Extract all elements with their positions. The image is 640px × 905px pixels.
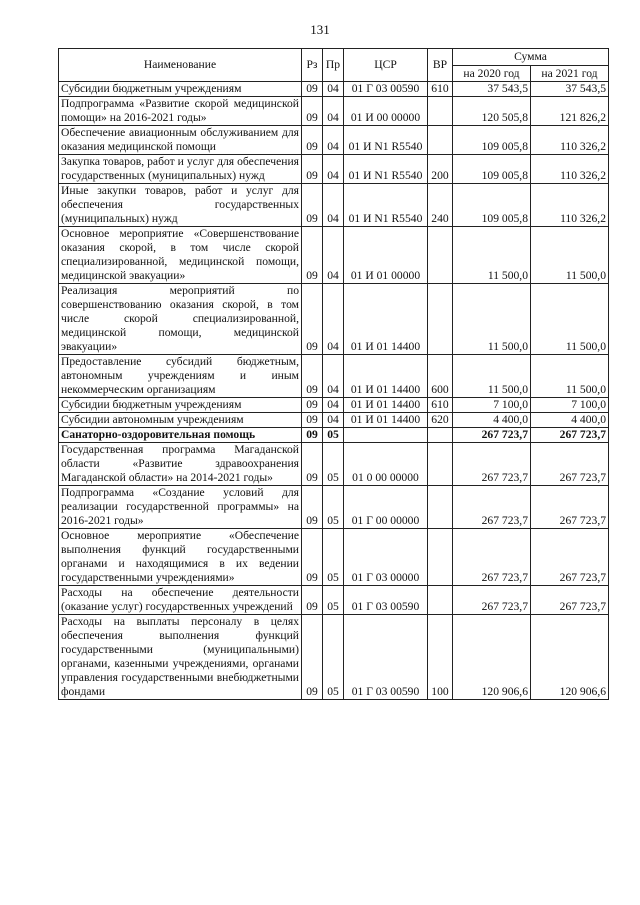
row-name: Государственная программа Магаданской области «Развитие здравоохранения Магаданской области» на 2014-2021 годы» xyxy=(59,443,302,486)
row-csr: 01 И 01 14400 xyxy=(344,355,428,398)
row-sum-2021: 11 500,0 xyxy=(531,355,609,398)
row-sum-2020: 267 723,7 xyxy=(453,586,531,615)
table-row xyxy=(59,443,609,486)
row-sum-2021: 110 326,2 xyxy=(531,126,609,155)
row-name: Субсидии бюджетным учреждениям xyxy=(59,398,302,413)
col-header-2020: на 2020 год xyxy=(453,66,531,82)
row-rz: 09 xyxy=(302,428,323,443)
row-vr xyxy=(428,443,453,486)
row-csr: 01 Г 03 00590 xyxy=(344,82,428,97)
row-rz: 09 xyxy=(302,184,323,227)
col-header-sum: Сумма xyxy=(453,49,609,66)
row-sum-2020: 109 005,8 xyxy=(453,155,531,184)
row-csr: 01 Г 03 00590 xyxy=(344,586,428,615)
row-sum-2020: 120 505,8 xyxy=(453,97,531,126)
row-sum-2021: 267 723,7 xyxy=(531,443,609,486)
row-sum-2021: 37 543,5 xyxy=(531,82,609,97)
row-pr: 04 xyxy=(323,97,344,126)
row-csr: 01 И 00 00000 xyxy=(344,97,428,126)
row-vr xyxy=(428,486,453,529)
row-pr: 04 xyxy=(323,227,344,284)
table-row xyxy=(59,486,609,529)
row-pr: 05 xyxy=(323,486,344,529)
row-rz: 09 xyxy=(302,284,323,355)
row-pr: 05 xyxy=(323,586,344,615)
row-rz: 09 xyxy=(302,413,323,428)
row-name: Субсидии бюджетным учреждениям xyxy=(59,82,302,97)
table-row xyxy=(59,227,609,284)
row-csr: 01 И N1 R5540 xyxy=(344,126,428,155)
row-vr: 620 xyxy=(428,413,453,428)
row-csr xyxy=(344,428,428,443)
row-sum-2021: 7 100,0 xyxy=(531,398,609,413)
table-row xyxy=(59,586,609,615)
row-vr: 610 xyxy=(428,82,453,97)
row-csr: 01 И 01 14400 xyxy=(344,398,428,413)
row-pr: 04 xyxy=(323,155,344,184)
table-row xyxy=(59,97,609,126)
table-row xyxy=(59,155,609,184)
row-vr: 240 xyxy=(428,184,453,227)
row-sum-2021: 110 326,2 xyxy=(531,155,609,184)
row-rz: 09 xyxy=(302,355,323,398)
row-name: Основное мероприятие «Совершенствование оказания скорой, в том числе скорой специализированной, медицинской помощи, медицинской эвакуации» xyxy=(59,227,302,284)
row-sum-2021: 267 723,7 xyxy=(531,529,609,586)
row-csr: 01 0 00 00000 xyxy=(344,443,428,486)
row-sum-2020: 120 906,6 xyxy=(453,615,531,700)
row-rz: 09 xyxy=(302,155,323,184)
row-sum-2020: 267 723,7 xyxy=(453,486,531,529)
table-row xyxy=(59,529,609,586)
row-rz: 09 xyxy=(302,529,323,586)
row-sum-2020: 11 500,0 xyxy=(453,355,531,398)
row-sum-2021: 121 826,2 xyxy=(531,97,609,126)
row-vr: 600 xyxy=(428,355,453,398)
row-sum-2020: 11 500,0 xyxy=(453,284,531,355)
row-pr: 05 xyxy=(323,443,344,486)
row-pr: 04 xyxy=(323,126,344,155)
row-rz: 09 xyxy=(302,126,323,155)
row-pr: 04 xyxy=(323,398,344,413)
page-number: 131 xyxy=(310,22,330,37)
row-vr xyxy=(428,428,453,443)
row-rz: 09 xyxy=(302,443,323,486)
row-rz: 09 xyxy=(302,398,323,413)
row-sum-2020: 7 100,0 xyxy=(453,398,531,413)
row-pr: 04 xyxy=(323,82,344,97)
table-row xyxy=(59,355,609,398)
row-vr xyxy=(428,284,453,355)
row-csr: 01 И N1 R5540 xyxy=(344,184,428,227)
row-vr xyxy=(428,227,453,284)
row-vr xyxy=(428,586,453,615)
row-sum-2021: 267 723,7 xyxy=(531,428,609,443)
table-row xyxy=(59,284,609,355)
row-name: Расходы на выплаты персоналу в целях обеспечения выполнения функций государственными (муниципальными) органами, казенными учреждениями, органами управления государственными внебюджетными фондами xyxy=(59,615,302,700)
row-name: Реализация мероприятий по совершенствованию оказания скорой, в том числе скорой специализированной, медицинской помощи, медицинской эвакуации» xyxy=(59,284,302,355)
row-csr: 01 И 01 14400 xyxy=(344,413,428,428)
row-sum-2021: 11 500,0 xyxy=(531,284,609,355)
row-rz: 09 xyxy=(302,615,323,700)
row-pr: 04 xyxy=(323,355,344,398)
row-sum-2020: 4 400,0 xyxy=(453,413,531,428)
row-csr: 01 И 01 00000 xyxy=(344,227,428,284)
row-sum-2021: 267 723,7 xyxy=(531,586,609,615)
row-vr: 100 xyxy=(428,615,453,700)
col-header-rz: Рз xyxy=(302,49,323,82)
row-pr: 04 xyxy=(323,413,344,428)
col-header-name: Наименование xyxy=(59,49,302,82)
row-name: Подпрограмма «Создание условий для реализации государственной программы» на 2016-2021 годы» xyxy=(59,486,302,529)
row-csr: 01 Г 03 00590 xyxy=(344,615,428,700)
row-sum-2021: 267 723,7 xyxy=(531,486,609,529)
row-name: Подпрограмма «Развитие скорой медицинской помощи» на 2016-2021 годы» xyxy=(59,97,302,126)
row-sum-2020: 11 500,0 xyxy=(453,227,531,284)
row-rz: 09 xyxy=(302,227,323,284)
table-row xyxy=(59,615,609,700)
row-pr: 05 xyxy=(323,428,344,443)
row-rz: 09 xyxy=(302,97,323,126)
row-csr: 01 И 01 14400 xyxy=(344,284,428,355)
row-sum-2020: 267 723,7 xyxy=(453,529,531,586)
row-vr: 610 xyxy=(428,398,453,413)
table-row xyxy=(59,184,609,227)
table-row xyxy=(59,126,609,155)
row-name: Расходы на обеспечение деятельности (оказание услуг) государственных учреждений xyxy=(59,586,302,615)
col-header-vr: ВР xyxy=(428,49,453,82)
row-name: Иные закупки товаров, работ и услуг для обеспечения государственных (муниципальных) нужд xyxy=(59,184,302,227)
row-name: Обеспечение авиационным обслуживанием для оказания медицинской помощи xyxy=(59,126,302,155)
row-name: Закупка товаров, работ и услуг для обеспечения государственных (муниципальных) нужд xyxy=(59,155,302,184)
row-vr xyxy=(428,529,453,586)
row-sum-2021: 110 326,2 xyxy=(531,184,609,227)
row-csr: 01 Г 00 00000 xyxy=(344,486,428,529)
table-row xyxy=(59,398,609,413)
budget-table xyxy=(58,48,609,700)
row-name: Санаторно-оздоровительная помощь xyxy=(59,428,302,443)
table-row xyxy=(59,428,609,443)
row-csr: 01 Г 03 00000 xyxy=(344,529,428,586)
row-sum-2020: 109 005,8 xyxy=(453,126,531,155)
row-name: Предоставление субсидий бюджетным, автономным учреждениям и иным некоммерческим организациям xyxy=(59,355,302,398)
row-vr: 200 xyxy=(428,155,453,184)
table-row xyxy=(59,413,609,428)
row-sum-2021: 120 906,6 xyxy=(531,615,609,700)
table-row xyxy=(59,82,609,97)
row-name: Основное мероприятие «Обеспечение выполнения функций государственными органами и находящимися в их ведении государственными учреждениями» xyxy=(59,529,302,586)
row-sum-2020: 267 723,7 xyxy=(453,428,531,443)
row-pr: 04 xyxy=(323,284,344,355)
row-sum-2020: 267 723,7 xyxy=(453,443,531,486)
row-pr: 05 xyxy=(323,615,344,700)
row-sum-2021: 11 500,0 xyxy=(531,227,609,284)
row-name: Субсидии автономным учреждениям xyxy=(59,413,302,428)
row-sum-2020: 109 005,8 xyxy=(453,184,531,227)
row-csr: 01 И N1 R5540 xyxy=(344,155,428,184)
col-header-2021: на 2021 год xyxy=(531,66,609,82)
row-rz: 09 xyxy=(302,486,323,529)
row-pr: 04 xyxy=(323,184,344,227)
row-vr xyxy=(428,126,453,155)
col-header-csr: ЦСР xyxy=(344,49,428,82)
row-vr xyxy=(428,97,453,126)
row-sum-2021: 4 400,0 xyxy=(531,413,609,428)
col-header-pr: Пр xyxy=(323,49,344,82)
row-rz: 09 xyxy=(302,586,323,615)
row-rz: 09 xyxy=(302,82,323,97)
row-pr: 05 xyxy=(323,529,344,586)
row-sum-2020: 37 543,5 xyxy=(453,82,531,97)
